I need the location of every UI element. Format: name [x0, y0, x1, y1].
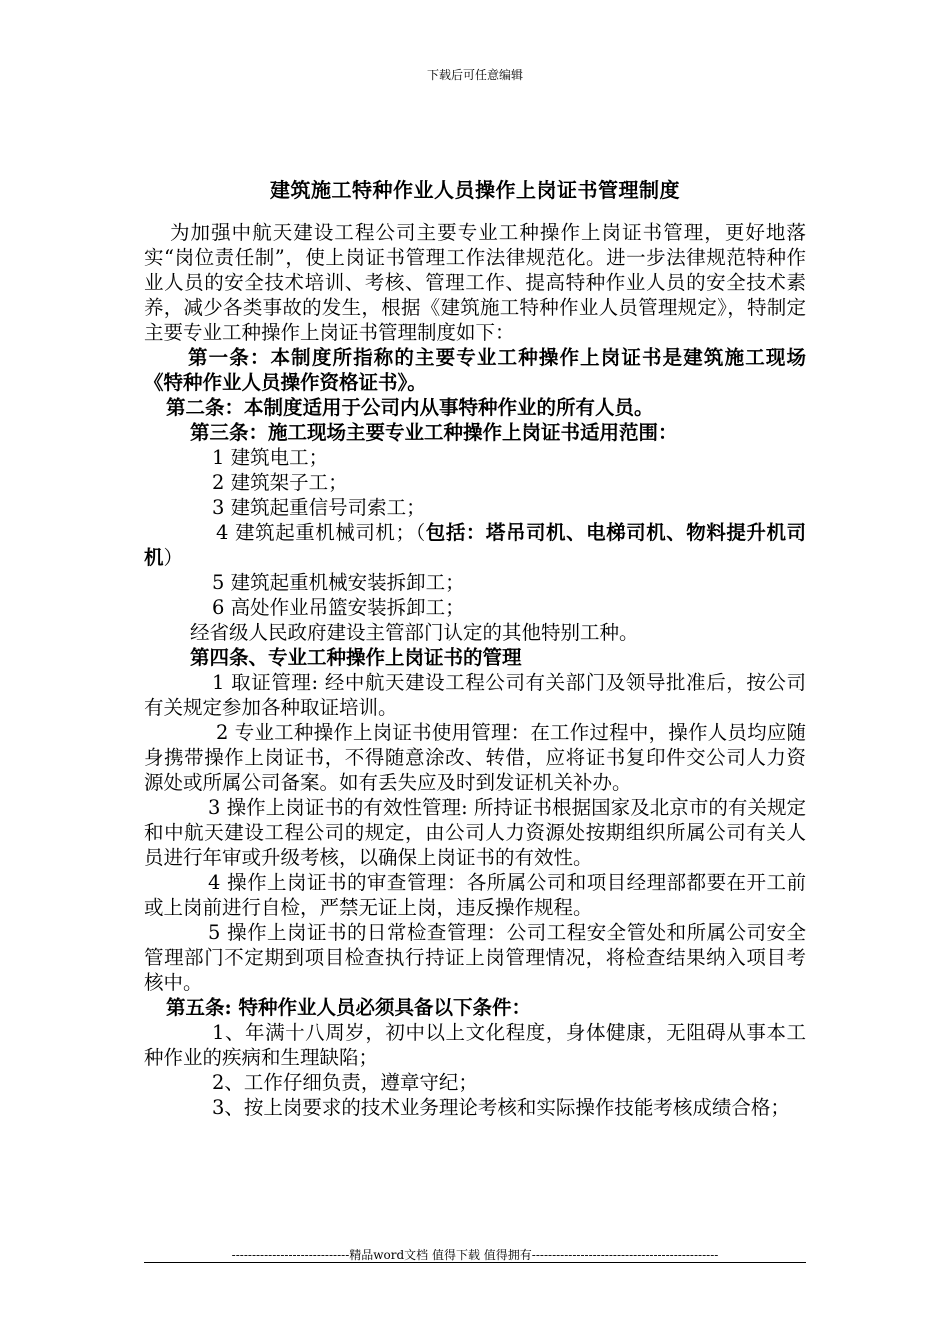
article-5-item-2: 2、工作仔细负责，遵章守纪；	[212, 1071, 478, 1094]
article-4-item-4: 4 操作上岗证书的审查管理：各所属公司和项目经理部都要在开工前或上岗前进行自检，严禁无证上岗，违反操作规程。	[144, 871, 806, 919]
article-5-item-3: 3、按上岗要求的技术业务理论考核和实际操作技能考核成绩合格；	[212, 1096, 790, 1119]
article-5: 第五条: 特种作业人员必须具备以下条件：	[166, 996, 531, 1019]
article-4-item-3: 3 操作上岗证书的有效性管理: 所持证书根据国家及北京市的有关规定和中航天建设工程公司的规定，由公司人力资源处按期组织所属公司有关人员进行年审或升级考核，以确保上岗证书的有效性。	[144, 796, 806, 869]
document-title: 建筑施工特种作业人员操作上岗证书管理制度	[270, 178, 680, 202]
page-header: 下载后可任意编辑	[426, 68, 523, 82]
article-3-item-4-note: 包括：塔吊司机、电梯司机、物料提升机司机	[144, 521, 806, 569]
article-4-item-5: 5 操作上岗证书的日常检查管理：公司工程安全管处和所属公司安全管理部门不定期到项目检查执行持证上岗管理情况，将检查结果纳入项目考核中。	[144, 921, 806, 994]
intro-paragraph: 为加强中航天建设工程公司主要专业工种操作上岗证书管理，更好地落实“岗位责任制”，使上岗证书管理工作法律规范化。进一步法律规范特种作业人员的安全技术培训、考核、管理工作、提高特种作业人员的安全技术素养，减少各类事故的发生，根据《建筑施工特种作业人员管理规定》，特制定主要专业工种操作上岗证书管理制度如下：	[144, 221, 806, 344]
article-3: 第三条：施工现场主要专业工种操作上岗证书适用范围：	[190, 421, 678, 444]
article-4-item-1: 1 取证管理: 经中航天建设工程公司有关部门及领导批准后，按公司有关规定参加各种取证培训。	[144, 671, 806, 719]
document-body	[144, 220, 806, 1120]
article-4-item-2: 2 专业工种操作上岗证书使用管理：在工作过程中，操作人员均应随身携带操作上岗证书，不得随意涂改、转借，应将证书复印件交公司人力资源处或所属公司备案。如有丢失应及时到发证机关补办。	[144, 721, 806, 794]
article-3-item-7: 经省级人民政府建设主管部门认定的其他特别工种。	[190, 621, 639, 644]
article-3-item-6: 6 高处作业吊篮安装拆卸工；	[212, 596, 465, 619]
article-3-item-2: 2 建筑架子工；	[212, 471, 348, 494]
article-5-item-1: 1、年满十八周岁，初中以上文化程度，身体健康，无阻碍从事本工种作业的疾病和生理缺陷；	[144, 1021, 806, 1069]
article-3-item-3: 3 建筑起重信号司索工；	[212, 496, 426, 519]
article-3-item-4-text: 4 建筑起重机械司机；（	[216, 521, 426, 544]
footer-divider	[144, 1262, 806, 1263]
article-3-item-4	[144, 520, 806, 570]
article-4: 第四条、专业工种操作上岗证书的管理	[190, 646, 522, 669]
page-footer: -----------------------------精品word文档 值得下载 值得拥有----------------------------------------------	[231, 1248, 719, 1262]
article-3-item-1: 1 建筑电工；	[212, 446, 329, 469]
article-2: 第二条：本制度适用于公司内从事特种作业的所有人员。	[166, 396, 654, 419]
article-3-item-5: 5 建筑起重机械安装拆卸工；	[212, 571, 465, 594]
article-1: 第一条：本制度所指称的主要专业工种操作上岗证书是建筑施工现场《特种作业人员操作资格证书》。	[144, 346, 806, 394]
article-3-item-4-close: ）	[163, 546, 184, 569]
